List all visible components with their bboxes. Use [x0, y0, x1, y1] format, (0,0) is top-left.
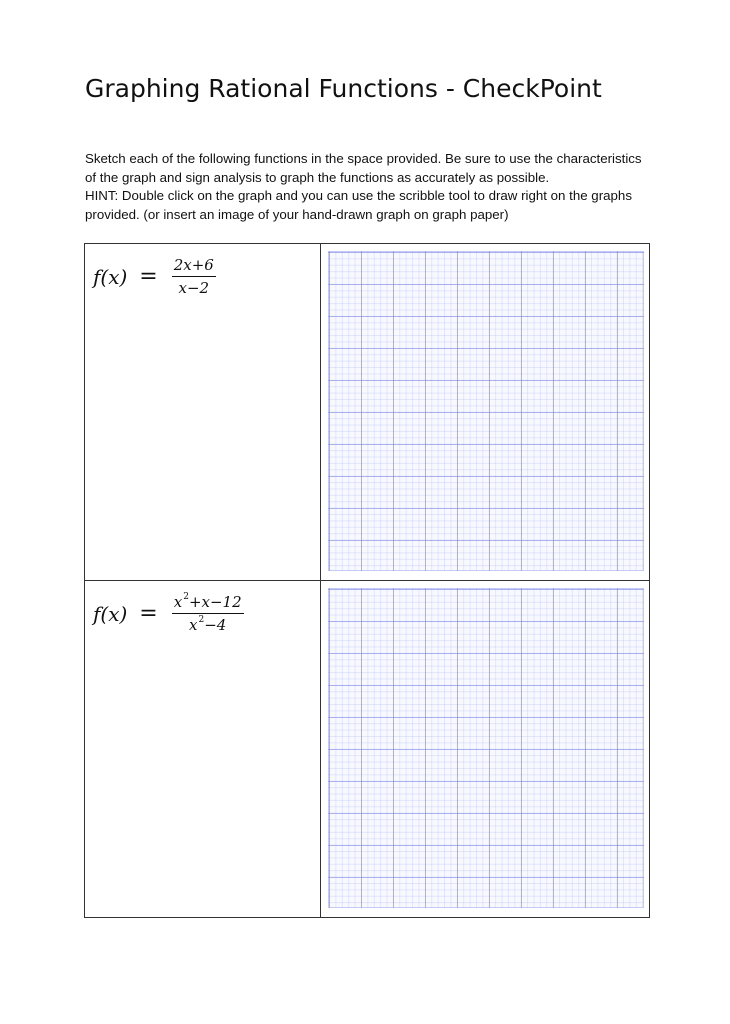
graph-cell-1	[321, 244, 650, 581]
formula-cell-1	[85, 244, 321, 581]
function-name: f(x)	[93, 264, 128, 289]
numerator	[172, 593, 244, 614]
numerator-rest: +x−12	[188, 593, 242, 611]
hint-text: HINT: Double click on the graph and you can use the scribble tool to draw right on the graphs provided. (or insert an image of your hand-drawn graph on graph paper)	[85, 188, 632, 222]
denominator: x−2	[178, 279, 210, 297]
fraction	[172, 593, 244, 634]
graph-paper-1[interactable]	[328, 251, 644, 571]
numerator-base: x	[173, 593, 183, 611]
problem-row-2	[85, 581, 650, 918]
fraction	[172, 256, 216, 297]
numerator: 2x+6	[172, 256, 216, 277]
formula-1	[93, 256, 216, 297]
problems-table	[84, 243, 650, 918]
graph-paper-2[interactable]	[328, 588, 644, 908]
graph-cell-2	[321, 581, 650, 918]
problem-row-1	[85, 244, 650, 581]
function-name: f(x)	[93, 601, 128, 626]
denominator-rest: −4	[204, 616, 227, 634]
equals-sign: =	[139, 601, 158, 626]
formula-cell-2	[85, 581, 321, 918]
equals-sign: =	[139, 264, 158, 289]
denominator-base: x	[189, 616, 198, 634]
denominator-exponent: 2	[198, 615, 205, 625]
page-title: Graphing Rational Functions - CheckPoint	[85, 74, 602, 103]
denominator	[189, 614, 226, 634]
instructions-text: Sketch each of the following functions in the space provided. Be sure to use the characteristics of the graph and sign analysis to graph the functions as accurately as possible.	[85, 151, 642, 185]
instructions	[85, 150, 650, 224]
formula-2	[93, 593, 244, 634]
numerator-exponent: 2	[183, 592, 189, 602]
